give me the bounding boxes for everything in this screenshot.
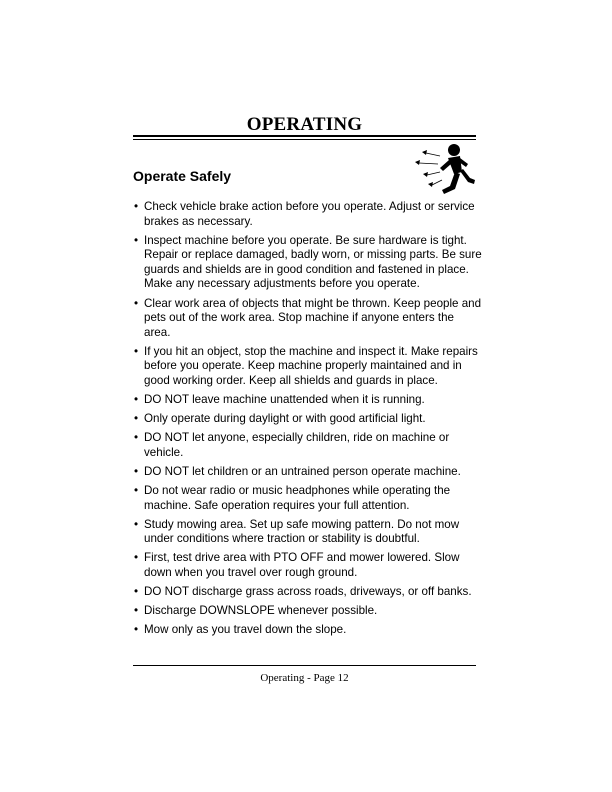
bullet-text: Inspect machine before you operate. Be sure hardware is tight. Repair or replace damaged, badly worn, or missing parts. Be sure guards and shields are in good condition and fastened in place. Make any necessary adjustments before you operate. xyxy=(144,233,482,291)
list-item xyxy=(134,393,482,408)
list-item xyxy=(134,623,482,638)
bullet-text: DO NOT let children or an untrained person operate machine. xyxy=(144,465,461,478)
bullet-text: Only operate during daylight or with good artificial light. xyxy=(144,412,426,426)
list-item xyxy=(134,585,482,600)
bullet-dot: • xyxy=(134,296,139,310)
list-item xyxy=(134,297,482,341)
bullet-text: Clear work area of objects that might be thrown. Keep people and pets out of the work area. Stop machine if anyone enters the area. xyxy=(144,296,482,339)
list-item xyxy=(134,345,482,389)
bullet-dot: • xyxy=(134,344,139,358)
bullet-text: Do not wear radio or music headphones while operating the machine. Safe operation requires your full attention. xyxy=(144,484,451,512)
list-item xyxy=(134,465,482,480)
bullet-dot: • xyxy=(134,393,139,407)
bullet-text: DO NOT leave machine unattended when it is running. xyxy=(144,393,425,407)
bullet-text: Study mowing area. Set up safe mowing pattern. Do not mow under conditions where traction or stability is doubtful. xyxy=(144,517,460,546)
safety-bullet-list xyxy=(134,200,482,642)
page-title: OPERATING xyxy=(246,114,363,135)
bullet-dot: • xyxy=(134,200,139,213)
bullet-text: First, test drive area with PTO OFF and mower lowered. Slow down when you travel over rough ground. xyxy=(144,551,460,580)
list-item xyxy=(134,412,482,427)
title-rule-thick xyxy=(133,135,476,137)
bullet-text: DO NOT discharge grass across roads, driveways, or off banks. xyxy=(144,585,472,599)
bullet-dot: • xyxy=(134,431,139,445)
list-item xyxy=(134,604,482,619)
thrown-object-hazard-icon xyxy=(410,140,478,198)
bullet-dot: • xyxy=(134,465,139,478)
bullet-dot: • xyxy=(134,585,139,599)
footer-rule xyxy=(133,665,476,666)
section-heading: Operate Safely xyxy=(133,168,232,184)
bullet-dot: • xyxy=(134,623,139,637)
list-item xyxy=(134,200,482,229)
bullet-dot: • xyxy=(134,233,139,247)
bullet-dot: • xyxy=(134,412,139,426)
bullet-dot: • xyxy=(134,484,139,498)
bullet-text: DO NOT let anyone, especially children, ride on machine or vehicle. xyxy=(144,431,450,459)
bullet-dot: • xyxy=(134,517,139,531)
list-item xyxy=(134,551,482,580)
bullet-text: Discharge DOWNSLOPE whenever possible. xyxy=(144,604,378,618)
bullet-text: If you hit an object, stop the machine and inspect it. Make repairs before you operate. Keep machine properly maintained and in good working order. Keep all shields and guards in place. xyxy=(144,344,478,388)
list-item xyxy=(134,518,482,547)
list-item xyxy=(134,484,482,513)
page-footer: Operating - Page 12 xyxy=(260,672,349,684)
bullet-dot: • xyxy=(134,551,139,565)
bullet-text: Check vehicle brake action before you operate. Adjust or service brakes as necessary. xyxy=(144,200,475,228)
bullet-text: Mow only as you travel down the slope. xyxy=(144,623,347,637)
list-item xyxy=(134,431,482,460)
list-item xyxy=(134,234,482,292)
bullet-dot: • xyxy=(134,604,139,618)
